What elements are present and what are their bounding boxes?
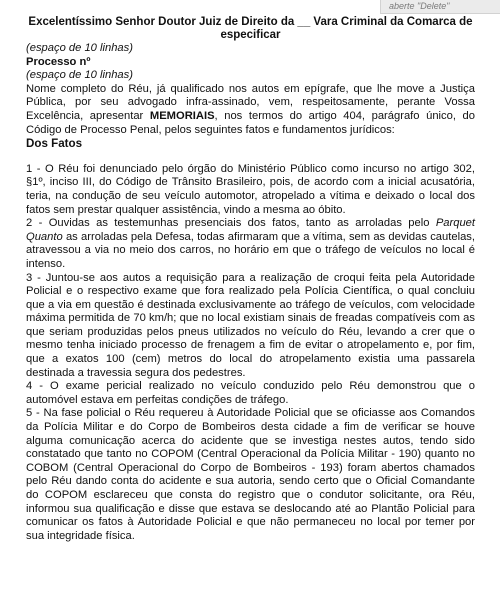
intro-text: Nome completo do Réu, já qualificado nos autos em epígrafe, que lhe move a Justiça Pública, por seu advogado infra-assinado, vem, respeitosamente, perante Vossa Excelência, apresentar bbox=[26, 82, 475, 122]
intro-paragraph bbox=[26, 83, 475, 137]
process-number-label: Processo nº bbox=[26, 55, 91, 68]
intro-text: , nos termos do artigo 404, parágrafo único, do Código de Processo Penal, pelos seguintes fatos e fundamentos jurídicos: bbox=[26, 109, 475, 136]
delete-hint-tab: aberte "Delete" bbox=[380, 0, 500, 14]
spacing-note: (espaço de 10 linhas) bbox=[26, 42, 133, 54]
fact-2-text: as arroladas pela Defesa, todas afirmaram que a vítima, sem as devidas cautelas, atravessou a via no meio dos carros, no horário em que o tráfego de veículos no local é intenso. bbox=[26, 230, 475, 270]
document-header: Excelentíssimo Senhor Doutor Juiz de Direito da __ Vara Criminal da Comarca de especificar bbox=[28, 16, 473, 41]
fact-paragraph-4: 4 - O exame pericial realizado no veículo conduzido pelo Réu demonstrou que o automóvel estava em perfeitas condições de tráfego. bbox=[26, 380, 475, 406]
spacing-note: (espaço de 10 linhas) bbox=[26, 69, 133, 82]
fact-paragraph-3: 3 - Juntou-se aos autos a requisição para a realização de croqui feita pela Autoridade Policial e o respectivo exame que fora realizado pela Polícia Científica, o qual concluiu que a via em questão é destinada exclusivamente ao tráfego de veículos, com velocidade máxima permitida de 70 km/h; que no local existiam sinais de freadas compatíveis com as que seriam produzidas pelos pneus utilizados no veículo do Réu, levando a crer que o mesmo tenha iniciado processo de frenagem a fim de evitar o atropelamento e, por fim, que a exatos 100 (cem) metros do local do atropelamento existia uma passarela destinada a travessia segura dos pedestres. bbox=[26, 271, 475, 379]
fact-2-text: 2 - Ouvidas as testemunhas presenciais dos fatos, tanto as arroladas pelo bbox=[26, 217, 436, 230]
memoriais-emphasis: MEMORIAIS bbox=[149, 109, 215, 122]
document-page bbox=[26, 16, 475, 543]
fact-paragraph-2 bbox=[26, 217, 475, 271]
fact-paragraph-1: 1 - O Réu foi denunciado pelo órgão do Ministério Público como incurso no artigo 302, §1º, inciso III, do Código de Trânsito Brasileiro, pois, de acordo com a inicial acusatória, teria, na condução de seu veículo automotor, atropelado a vítima e deixado o local dos fatos sem prestar qualquer assistência, vindo a mesma ao óbito. bbox=[26, 162, 475, 216]
section-title-facts: Dos Fatos bbox=[26, 137, 83, 151]
fact-paragraph-5: 5 - Na fase policial o Réu requereu à Autoridade Policial que se oficiasse aos Comandos da Polícia Militar e do Corpo de Bombeiros desta cidade a fim de verificar se houve alguma comunicação acerca do acidente que se investiga nestes autos, tendo sido constatado que tanto no COPOM (Central Operacional da Polícia Militar - 190) quanto no COBOM (Central Operacional do Corpo de Bombeiros - 193) foram abertos chamados pelo Réu dando conta do acidente e sua autoria, sendo certo que o Oficial Comandante do COPOM esclareceu que consta do registro que o condutor solicitante, ora Réu, informou sua qualificação e disse que estava se deslocando até ao Plantão Policial para comunicar os fatos à Autoridade Policial e que não permaneceu no local por temer por sua integridade física. bbox=[26, 407, 475, 542]
parquet-italic: Parquet Quanto bbox=[26, 217, 475, 243]
